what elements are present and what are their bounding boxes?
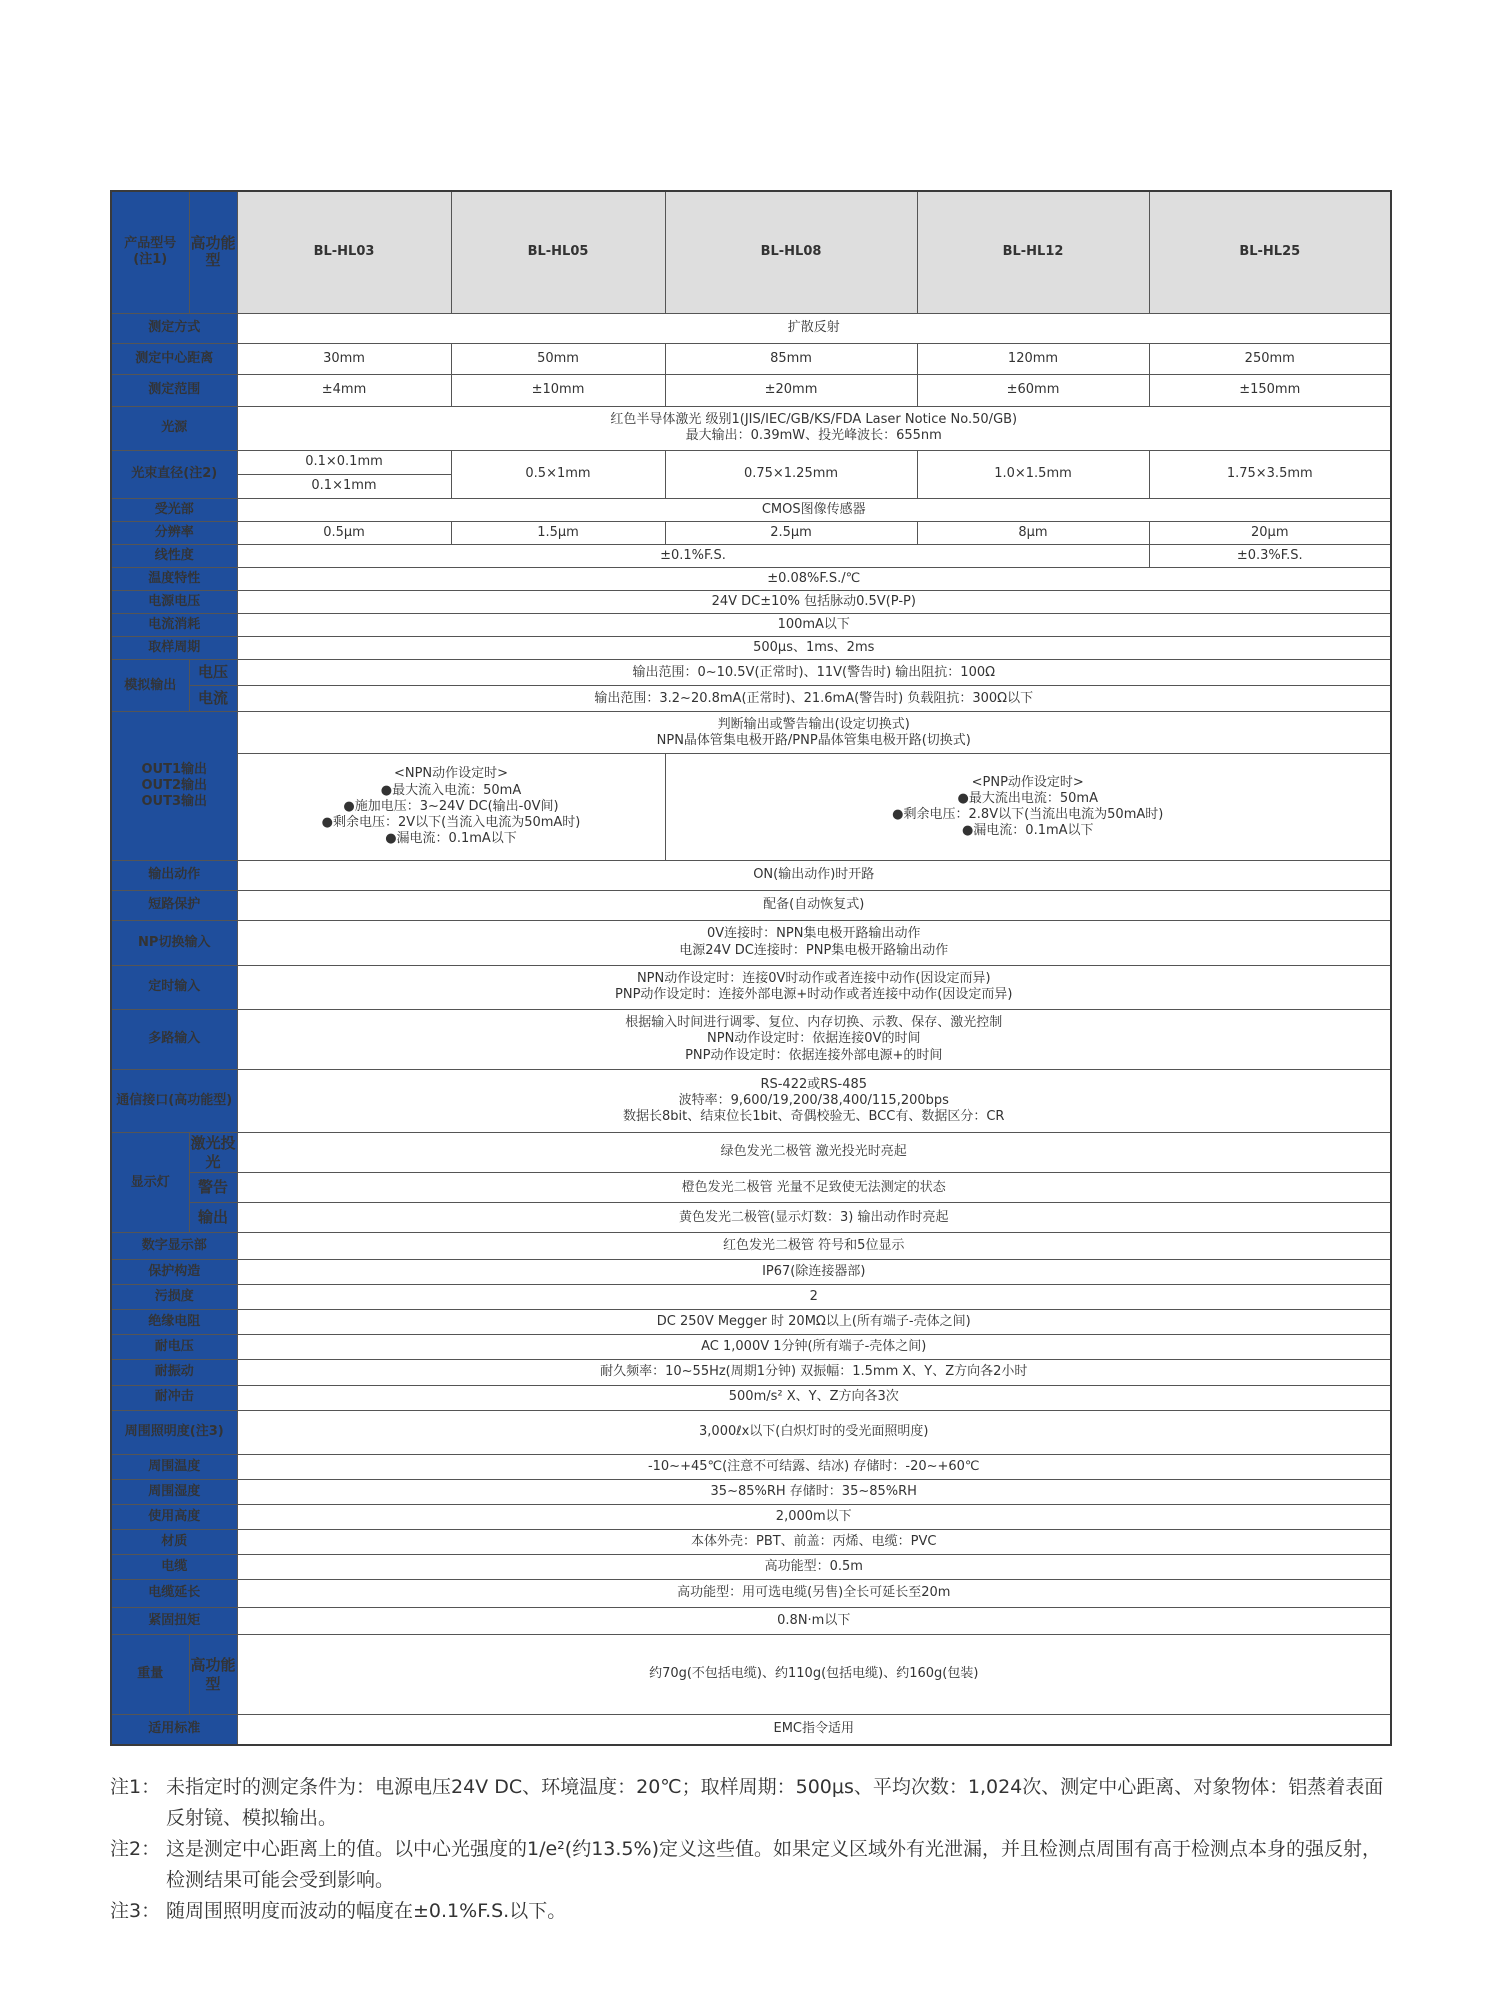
footnote-text: 随周围照明度而波动的幅度在±0.1%F.S.以下。	[166, 1900, 567, 1922]
row-linearity	[111, 545, 1391, 568]
text-line: NPN晶体管集电极开路/PNP晶体管集电极开路(切换式)	[656, 732, 971, 748]
row-label: 短路保护	[111, 890, 237, 920]
row-label: 适用标准	[111, 1715, 237, 1745]
text-line: PNP动作设定时：依据连接外部电源+的时间	[685, 1047, 943, 1063]
text-line: 红色半导体激光 级别1(JIS/IEC/GB/KS/FDA Laser Notice No.50/GB)	[610, 412, 1018, 428]
cell-value: 0.5×1mm	[451, 450, 665, 498]
text-line: ●最大流入电流：50mA	[380, 782, 522, 798]
text-line: <PNP动作设定时>	[971, 774, 1084, 790]
row-out-action	[111, 860, 1391, 890]
header-label: 产品型号(注1)	[111, 191, 189, 313]
row-value: 0.8N·m以下	[237, 1607, 1391, 1634]
row-indicator-output	[111, 1203, 1391, 1233]
row-label: 保护构造	[111, 1260, 237, 1285]
row-sub-label: 激光投光	[189, 1133, 237, 1173]
row-sampling	[111, 637, 1391, 660]
footnote-2	[110, 1834, 1390, 1896]
row-value: 绿色发光二极管 激光投光时亮起	[237, 1133, 1391, 1173]
cell-value: 30mm	[237, 343, 451, 374]
cell-value: 50mm	[451, 343, 665, 374]
cell-value: 1.75×3.5mm	[1149, 450, 1391, 498]
cell-value: 120mm	[917, 343, 1149, 374]
row-out-detail	[111, 754, 1391, 860]
cell-value: 8μm	[917, 522, 1149, 545]
row-value: 24V DC±10% 包括脉动0.5V(P-P)	[237, 591, 1391, 614]
row-humidity	[111, 1479, 1391, 1504]
row-value: 高功能型：用可选电缆(另售)全长可延长至20m	[237, 1579, 1391, 1607]
row-value	[237, 920, 1391, 965]
row-voltage	[111, 591, 1391, 614]
row-value: 2,000m以下	[237, 1504, 1391, 1529]
row-label: 定时输入	[111, 965, 237, 1009]
row-value	[237, 406, 1391, 450]
footnote-1	[110, 1772, 1390, 1834]
model-bl-hl03: BL-HL03	[237, 191, 451, 313]
row-label: 光束直径(注2)	[111, 450, 237, 498]
model-bl-hl12: BL-HL12	[917, 191, 1149, 313]
row-standard	[111, 1715, 1391, 1745]
cell-value: 2.5μm	[665, 522, 917, 545]
row-value: ±0.08%F.S./℃	[237, 568, 1391, 591]
row-label: 受光部	[111, 499, 237, 522]
text-line: 根据输入时间进行调零、复位、内存切换、示教、保存、激光控制	[625, 1015, 1003, 1031]
row-label: 多路输入	[111, 1009, 237, 1069]
row-value: 100mA以下	[237, 614, 1391, 637]
row-sub-label: 电流	[189, 686, 237, 712]
spec-table	[110, 190, 1392, 1746]
row-beam-1	[111, 450, 1391, 474]
footnote-tag: 注3：	[110, 1900, 161, 1922]
row-label: 电缆延长	[111, 1579, 237, 1607]
row-withstand	[111, 1335, 1391, 1360]
footnote-tag: 注1：	[110, 1776, 161, 1798]
row-value	[237, 712, 1391, 754]
row-current	[111, 614, 1391, 637]
cell-value: ±4mm	[237, 374, 451, 406]
row-value: CMOS图像传感器	[237, 499, 1391, 522]
text-line: 数据长8bit、结束位长1bit、奇偶校验无、BCC有、数据区分：CR	[623, 1109, 1005, 1125]
row-receiver	[111, 499, 1391, 522]
row-label: 周围照明度(注3)	[111, 1410, 237, 1454]
cell-value: ±10mm	[451, 374, 665, 406]
row-weight	[111, 1634, 1391, 1714]
row-value	[237, 965, 1391, 1009]
row-sub-label: 高功能型	[189, 1634, 237, 1714]
footnote-tag: 注2：	[110, 1838, 161, 1860]
row-value: 3,000ℓx以下(白炽灯时的受光面照明度)	[237, 1410, 1391, 1454]
row-label: 测定方式	[111, 313, 237, 343]
row-vibration	[111, 1360, 1391, 1385]
row-label: 绝缘电阻	[111, 1310, 237, 1335]
footnote-text: 未指定时的测定条件为：电源电压24V DC、环境温度：20℃；取样周期：500μs、平均次数：1,024次、测定中心距离、对象物体：铝蒸着表面反射镜、模拟输出。	[166, 1776, 1384, 1829]
cell-value: 1.5μm	[451, 522, 665, 545]
cell-value: ±150mm	[1149, 374, 1391, 406]
row-value: 输出范围：0~10.5V(正常时)、11V(警告时) 输出阻抗：100Ω	[237, 660, 1391, 686]
row-label: 耐振动	[111, 1360, 237, 1385]
row-value: 500m/s² X、Y、Z方向各3次	[237, 1385, 1391, 1410]
row-label: 通信接口(高功能型)	[111, 1069, 237, 1132]
text-line: ●施加电压：3~24V DC(输出-0V间)	[343, 798, 559, 814]
row-indicator-laser	[111, 1133, 1391, 1173]
row-label: NP切换输入	[111, 920, 237, 965]
row-value: 黄色发光二极管(显示灯数：3) 输出动作时亮起	[237, 1203, 1391, 1233]
row-label: 线性度	[111, 545, 237, 568]
row-value: 2	[237, 1285, 1391, 1310]
row-altitude	[111, 1504, 1391, 1529]
row-value: -10~+45℃(注意不可结露、结冰) 存储时：-20~+60℃	[237, 1454, 1391, 1479]
text-line: ●剩余电压：2.8V以下(当流出电流为50mA时)	[892, 807, 1164, 822]
cell-value: 250mm	[1149, 343, 1391, 374]
footnote-3	[110, 1896, 1390, 1927]
text-line: ●漏电流：0.1mA以下	[385, 831, 517, 847]
row-multi-input	[111, 1009, 1391, 1069]
cell-value: 85mm	[665, 343, 917, 374]
row-value: 本体外壳：PBT、前盖：丙烯、电缆：PVC	[237, 1529, 1391, 1554]
row-insulation	[111, 1310, 1391, 1335]
row-label: 测定范围	[111, 374, 237, 406]
row-label: 电流消耗	[111, 614, 237, 637]
cell-value: ±60mm	[917, 374, 1149, 406]
out1-label: OUT1输出	[141, 761, 208, 777]
row-label: 污损度	[111, 1285, 237, 1310]
row-value: 扩散反射	[237, 313, 1391, 343]
text-line: ●漏电流：0.1mA以下	[961, 823, 1094, 839]
row-value: 配备(自动恢复式)	[237, 890, 1391, 920]
cell-value: 1.0×1.5mm	[917, 450, 1149, 498]
row-value: IP67(除连接器部)	[237, 1260, 1391, 1285]
row-label: 使用高度	[111, 1504, 237, 1529]
row-value: 约70g(不包括电缆)、约110g(包括电缆)、约160g(包装)	[237, 1634, 1391, 1714]
text-line: <NPN动作设定时>	[393, 766, 509, 782]
row-np-switch	[111, 920, 1391, 965]
cell-value: ±0.3%F.S.	[1149, 545, 1391, 568]
row-value: 高功能型：0.5m	[237, 1554, 1391, 1579]
row-value: AC 1,000V 1分钟(所有端子-壳体之间)	[237, 1335, 1391, 1360]
model-bl-hl08: BL-HL08	[665, 191, 917, 313]
row-digital-display	[111, 1233, 1391, 1260]
text-line: 电源24V DC连接时：PNP集电极开路输出动作	[679, 942, 949, 958]
text-line: 判断输出或警告输出(设定切换式)	[717, 716, 910, 732]
row-shock	[111, 1385, 1391, 1410]
row-material	[111, 1529, 1391, 1554]
row-ambient-temp	[111, 1454, 1391, 1479]
row-label: 模拟输出	[111, 660, 189, 712]
row-label: 分辨率	[111, 522, 237, 545]
out3-label: OUT3输出	[141, 794, 208, 810]
row-comm	[111, 1069, 1391, 1132]
text-line: 0V连接时：NPN集电极开路输出动作	[707, 926, 921, 942]
cell-value: 0.1×1mm	[237, 474, 451, 498]
pnp-settings	[665, 754, 1391, 860]
row-out-header	[111, 712, 1391, 754]
row-cable	[111, 1554, 1391, 1579]
header-sub-label: 高功能型	[189, 191, 237, 313]
row-label	[111, 712, 237, 860]
row-label: 光源	[111, 406, 237, 450]
row-timing	[111, 965, 1391, 1009]
model-bl-hl05: BL-HL05	[451, 191, 665, 313]
row-value: 500μs、1ms、2ms	[237, 637, 1391, 660]
row-sub-label: 输出	[189, 1203, 237, 1233]
footnote-text: 这是测定中心距离上的值。以中心光强度的1/e²(约13.5%)定义这些值。如果定义区域外有光泄漏，并且检测点周围有高于检测点本身的强反射，检测结果可能会受到影响。	[166, 1838, 1381, 1891]
row-analog-current	[111, 686, 1391, 712]
row-temp-char	[111, 568, 1391, 591]
cell-value: ±20mm	[665, 374, 917, 406]
row-label: 测定中心距离	[111, 343, 237, 374]
row-label: 温度特性	[111, 568, 237, 591]
row-label: 周围湿度	[111, 1479, 237, 1504]
cell-value: 0.5μm	[237, 522, 451, 545]
row-analog-voltage	[111, 660, 1391, 686]
footnotes	[110, 1772, 1390, 1927]
row-label: 显示灯	[111, 1133, 189, 1233]
row-label: 耐电压	[111, 1335, 237, 1360]
row-label: 耐冲击	[111, 1385, 237, 1410]
text-line: NPN动作设定时：连接0V时动作或者连接中动作(因设定而异)	[636, 971, 991, 987]
row-label: 电缆	[111, 1554, 237, 1579]
row-value	[237, 1009, 1391, 1069]
text-line: ●最大流出电流：50mA	[957, 790, 1098, 806]
row-range	[111, 374, 1391, 406]
row-value: 输出范围：3.2~20.8mA(正常时)、21.6mA(警告时) 负载阻抗：300Ω以下	[237, 686, 1391, 712]
row-value: 耐久频率：10~55Hz(周期1分钟) 双振幅：1.5mm X、Y、Z方向各2小时	[237, 1360, 1391, 1385]
model-bl-hl25: BL-HL25	[1149, 191, 1391, 313]
out2-label: OUT2输出	[141, 777, 208, 793]
text-line: NPN动作设定时：依据连接0V的时间	[707, 1031, 921, 1047]
row-label: 重量	[111, 1634, 189, 1714]
header-row	[111, 191, 1391, 313]
text-line: ●剩余电压：2V以下(当流入电流为50mA时)	[321, 815, 581, 831]
row-label: 输出动作	[111, 860, 237, 890]
row-value: DC 250V Megger 时 20MΩ以上(所有端子-壳体之间)	[237, 1310, 1391, 1335]
cell-value: 0.75×1.25mm	[665, 450, 917, 498]
row-value: EMC指令适用	[237, 1715, 1391, 1745]
text-line: 最大输出：0.39mW、投光峰波长：655nm	[685, 428, 942, 444]
row-method	[111, 313, 1391, 343]
npn-settings	[237, 754, 665, 860]
row-value	[237, 1069, 1391, 1132]
row-value: ON(输出动作)时开路	[237, 860, 1391, 890]
row-pollution	[111, 1285, 1391, 1310]
cell-value: 20μm	[1149, 522, 1391, 545]
row-label: 材质	[111, 1529, 237, 1554]
text-line: PNP动作设定时：连接外部电源+时动作或者连接中动作(因设定而异)	[615, 987, 1013, 1003]
row-value: 红色发光二极管 符号和5位显示	[237, 1233, 1391, 1260]
row-sub-label: 电压	[189, 660, 237, 686]
row-light-source	[111, 406, 1391, 450]
row-short-protection	[111, 890, 1391, 920]
row-label: 紧固扭矩	[111, 1607, 237, 1634]
row-value: 35~85%RH 存储时：35~85%RH	[237, 1479, 1391, 1504]
row-resolution	[111, 522, 1391, 545]
cell-value: 0.1×0.1mm	[237, 450, 451, 474]
text-line: RS-422或RS-485	[760, 1076, 868, 1092]
row-ambient-light	[111, 1410, 1391, 1454]
row-label: 取样周期	[111, 637, 237, 660]
row-protection	[111, 1260, 1391, 1285]
row-label: 电源电压	[111, 591, 237, 614]
row-label: 数字显示部	[111, 1233, 237, 1260]
row-value: 橙色发光二极管 光量不足致使无法测定的状态	[237, 1173, 1391, 1203]
row-torque	[111, 1607, 1391, 1634]
row-cable-extension	[111, 1579, 1391, 1607]
text-line: 波特率：9,600/19,200/38,400/115,200bps	[678, 1092, 949, 1108]
row-indicator-warning	[111, 1173, 1391, 1203]
row-center-distance	[111, 343, 1391, 374]
row-value: ±0.1%F.S.	[237, 545, 1149, 568]
row-sub-label: 警告	[189, 1173, 237, 1203]
row-label: 周围温度	[111, 1454, 237, 1479]
